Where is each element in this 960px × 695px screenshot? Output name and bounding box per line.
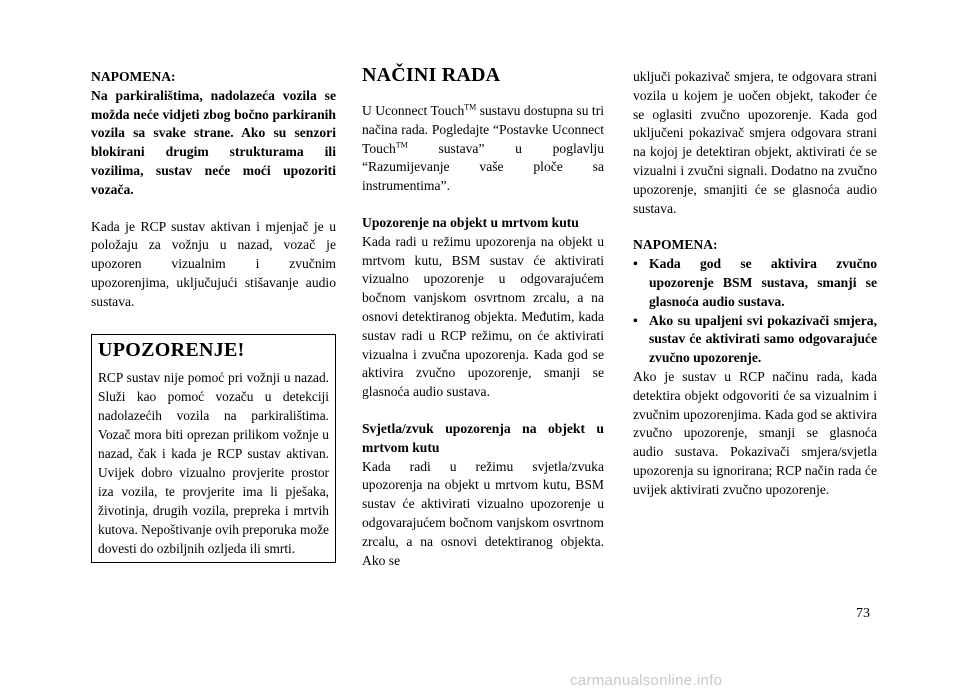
note-list-item bbox=[633, 255, 877, 311]
note-item-text: Ako su upaljeni svi pokazivači smjera, sustav će aktivirati samo odgovarajuće zvučno upozorenje. bbox=[649, 312, 877, 366]
lights-sound-paragraph: Kada radi u režimu svjetla/zvuka upozorenja na objekt u mrtvom kutu, BSM sustav će aktivirati vizualno upozorenje u odgovarajućem bočnom vanjskom osvrtnom zrcalu, a na osnovi detektiranog objekta. Ako se bbox=[362, 458, 604, 568]
watermark: carmanualsonline.info bbox=[570, 672, 723, 689]
section-title: NAČINI RADA bbox=[362, 64, 501, 86]
note-label: NAPOMENA: bbox=[91, 69, 176, 84]
intro-paragraph bbox=[362, 102, 604, 196]
warning-text: RCP sustav nije pomoć pri vožnji u nazad. Služi kao pomoć vozaču u detekciji nadolazećih vozila na parkiralištima. Vozač mora biti oprezan prilikom vožnje u nazad, čak i kada je RCP sustav aktivan. Uvijek dobro vizualno provjerite prostor iza vozila, te provjerite ima li pješaka, životinja, drugih vozila, prepreka i mrtvih kutova. Nepoštivanje ovih preporuka može dovesti do ozbiljnih ozljeda ili smrti. bbox=[98, 369, 329, 556]
bullet-icon: • bbox=[633, 256, 638, 272]
warning-title: UPOZORENJE! bbox=[98, 338, 245, 361]
subheading-blind-spot: Upozorenje na objekt u mrtvom kutu bbox=[362, 214, 579, 230]
rcp-paragraph: Kada je RCP sustav aktivan i mjenjač je u položaju za vožnju u nazad, vozač je upozoren vizualnim i zvučnim upozorenjima, uključujući stišavanje audio sustava. bbox=[91, 218, 336, 309]
blind-spot-paragraph: Kada radi u režimu upozorenja na objekt u mrtvom kutu, BSM sustav će aktivirati vizualno upozorenje u odgovarajućem bočnom vanjskom osvrtnom zrcalu, a na osnovi detektiranog objekta. Međutim, kada sustav radi u RCP režimu, on će aktivirati vizualna i zvučna upozorenja. Kada god se aktivira zvučno upozorenje, smanji se glasnoća audio sustava. bbox=[362, 233, 604, 400]
trademark-sup: TM bbox=[395, 140, 408, 150]
page-number: 73 bbox=[856, 606, 870, 621]
continued-paragraph: uključi pokazivač smjera, te odgovara strani vozila u kojem je uočen objekt, također će se oglasiti zvučno upozorenje. Kada god uključeni pokazivač smjera odgovara strani na kojoj je detektiran objekt, aktivirati će se vizualni i zvučni signali. Dodatno na zvučno upozorenje, smanjiti će se glasnoća audio sustava. bbox=[633, 69, 877, 216]
note-list-item bbox=[633, 312, 877, 368]
bullet-icon: • bbox=[633, 312, 638, 328]
intro-text-a: U Uconnect Touch bbox=[362, 103, 465, 118]
intro-text-b: sustavu dostupna su tri načina rada. Pogledajte “Postavke Uconnect Touch bbox=[362, 103, 604, 156]
trademark-sup: TM bbox=[464, 102, 477, 112]
column-left bbox=[91, 68, 336, 563]
intro-text-c: sustava” u poglavlju “Razumijevanje vaše ploče sa instrumentima”. bbox=[362, 140, 604, 194]
column-middle bbox=[362, 62, 604, 570]
note-item-text: Kada god se aktivira zvučno upozorenje BSM sustava, smanji se glasnoća audio sustava. bbox=[649, 256, 877, 309]
subheading-lights-sound: Svjetla/zvuk upozorenja na objekt u mrtvom kutu bbox=[362, 420, 604, 455]
warning-box bbox=[91, 334, 336, 563]
note-list bbox=[633, 255, 877, 368]
note-text: Na parkiralištima, nadolazeća vozila se možda neće vidjeti zbog bočno parkiranih vozila sa svake strane. Ako su senzori blokirani drugim strukturama ili vozilima, sustav neće moći upozoriti vozača. bbox=[91, 87, 336, 197]
rcp-mode-paragraph: Ako je sustav u RCP načinu rada, kada detektira objekt odgovoriti će sa vizualnim i zvučnim upozorenjima. Kada god se aktivira zvučno upozorenje, smanji se glasnoća audio sustava. Pokazivači smjera/svjetla upozorenja su ignorirana; RCP način rada će uvijek aktivirati zvučno upozorenje. bbox=[633, 368, 877, 497]
note-label: NAPOMENA: bbox=[633, 237, 718, 253]
column-right bbox=[633, 68, 877, 500]
